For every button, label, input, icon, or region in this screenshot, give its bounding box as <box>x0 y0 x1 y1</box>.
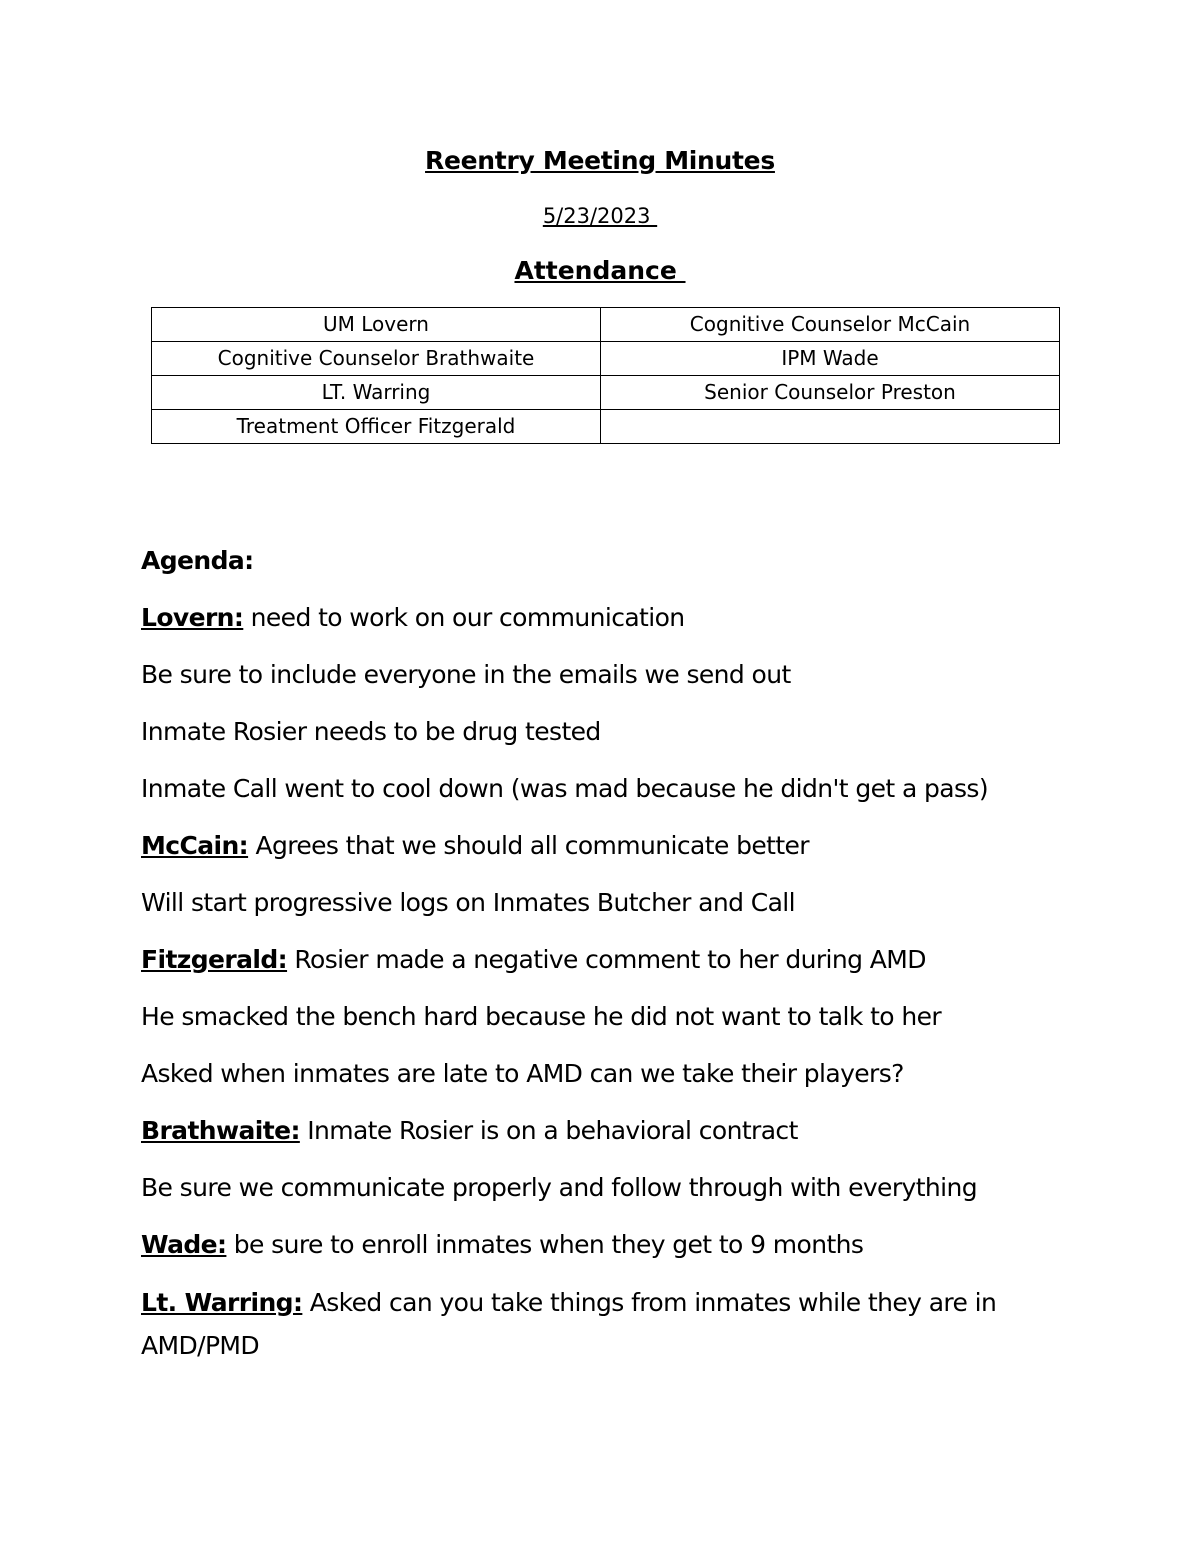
attendee-cell: Senior Counselor Preston <box>601 376 1060 410</box>
agenda-heading: Agenda: <box>141 546 254 575</box>
speaker-label: Wade: <box>141 1230 227 1259</box>
agenda-item <box>141 654 1081 711</box>
agenda-item <box>141 1224 1081 1281</box>
attendee-cell: Cognitive Counselor McCain <box>601 308 1060 342</box>
agenda-text: Asked can you take things from inmates while they are in AMD/PMD <box>141 1288 997 1360</box>
agenda-text: Inmate Rosier needs to be drug tested <box>141 717 601 746</box>
attendance-heading: Attendance <box>514 256 686 285</box>
attendee-cell: LT. Warring <box>152 376 601 410</box>
table-row <box>152 308 1060 342</box>
table-row <box>152 376 1060 410</box>
speaker-label: McCain: <box>141 831 249 860</box>
agenda-text: Inmate Rosier is on a behavioral contract <box>299 1116 798 1145</box>
attendee-cell: UM Lovern <box>152 308 601 342</box>
agenda-item <box>141 939 1081 996</box>
attendee-cell: Treatment Officer Fitzgerald <box>152 410 601 444</box>
attendee-cell-empty <box>601 410 1060 444</box>
agenda-text: need to work on our communication <box>243 603 685 632</box>
agenda-text: Will start progressive logs on Inmates Butcher and Call <box>141 888 795 917</box>
agenda-item <box>141 1110 1081 1167</box>
agenda-item <box>141 996 1081 1053</box>
table-row <box>152 410 1060 444</box>
attendance-table <box>151 307 1060 444</box>
meeting-date: 5/23/2023 <box>542 204 658 228</box>
agenda-text: be sure to enroll inmates when they get to 9 months <box>226 1230 864 1259</box>
agenda-item <box>141 1281 1081 1367</box>
agenda-text: Inmate Call went to cool down (was mad because he didn't get a pass) <box>141 774 989 803</box>
agenda-text: Asked when inmates are late to AMD can we take their players? <box>141 1059 904 1088</box>
agenda-item <box>141 1167 1081 1224</box>
agenda-item <box>141 882 1081 939</box>
agenda-item <box>141 597 1081 654</box>
speaker-label: Brathwaite: <box>141 1116 300 1145</box>
agenda-item <box>141 711 1081 768</box>
speaker-label: Lt. Warring: <box>141 1288 303 1317</box>
attendee-cell: IPM Wade <box>601 342 1060 376</box>
speaker-label: Lovern: <box>141 603 244 632</box>
speaker-label: Fitzgerald: <box>141 945 288 974</box>
document-title: Reentry Meeting Minutes <box>425 146 775 175</box>
agenda-text: Be sure to include everyone in the emails we send out <box>141 660 791 689</box>
agenda-text: Rosier made a negative comment to her during AMD <box>287 945 926 974</box>
agenda-text: Be sure we communicate properly and follow through with everything <box>141 1173 978 1202</box>
table-row <box>152 342 1060 376</box>
agenda-item <box>141 825 1081 882</box>
agenda-item <box>141 768 1081 825</box>
agenda-text: He smacked the bench hard because he did not want to talk to her <box>141 1002 942 1031</box>
attendee-cell: Cognitive Counselor Brathwaite <box>152 342 601 376</box>
agenda-text: Agrees that we should all communicate better <box>248 831 809 860</box>
agenda-item <box>141 1053 1081 1110</box>
agenda-section <box>141 540 1081 1367</box>
